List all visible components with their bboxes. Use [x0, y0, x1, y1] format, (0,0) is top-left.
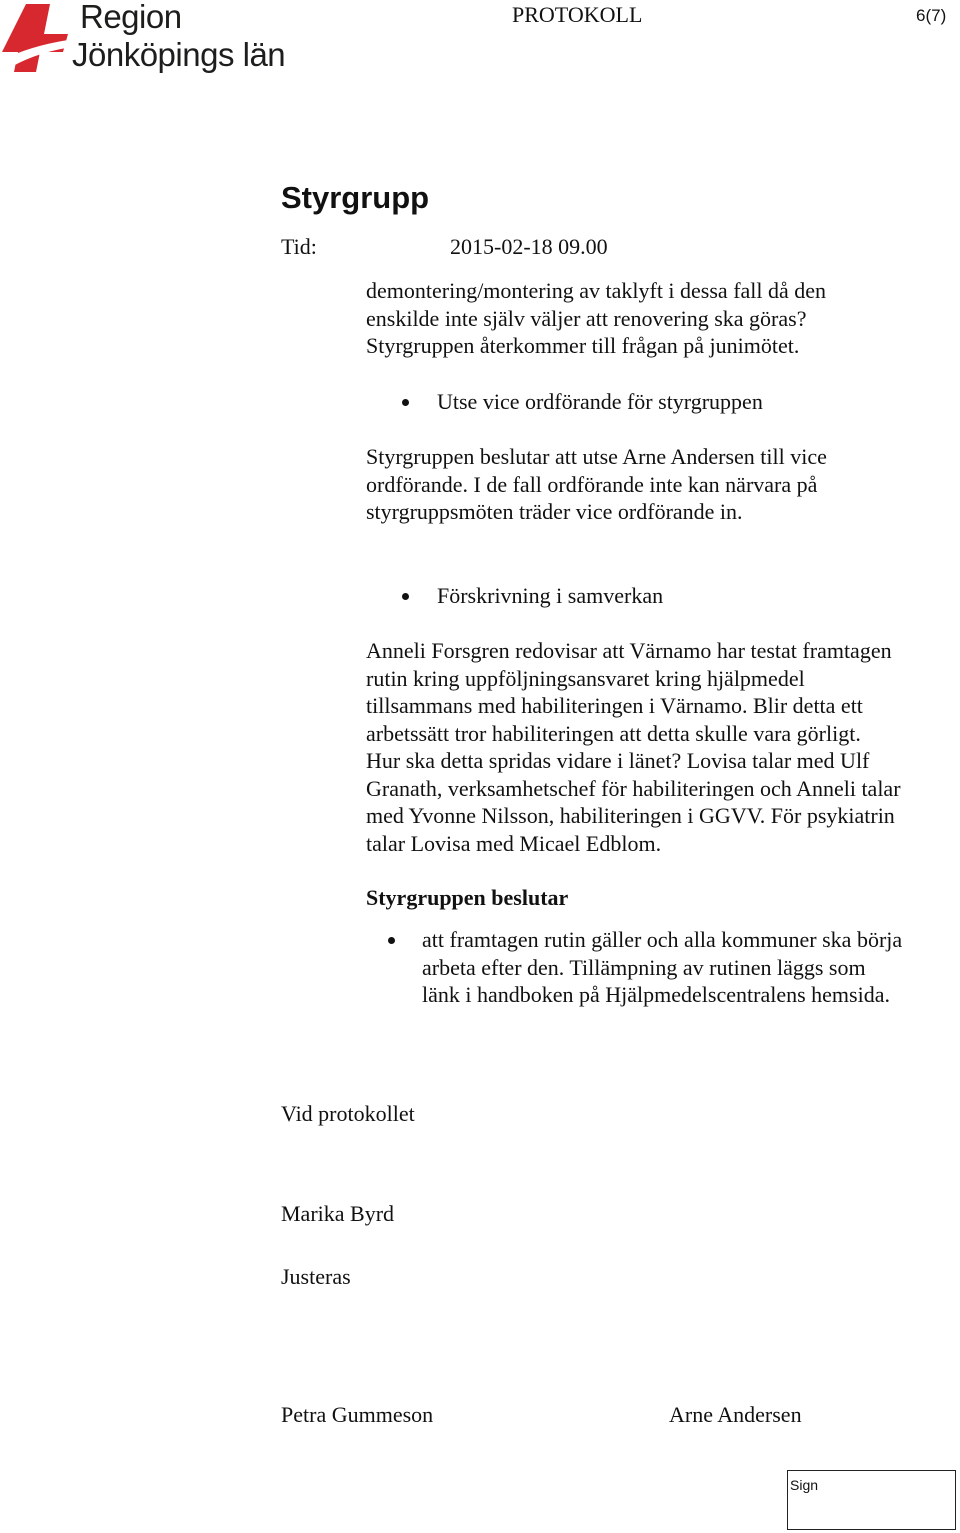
paragraph-line: arbetssätt tror habiliteringen att detta skulle vara görligt. — [366, 720, 861, 746]
item-heading: Förskrivning i samverkan — [437, 583, 664, 608]
bullet-icon — [388, 937, 395, 944]
paragraph-line: demontering/montering av taklyft i dessa fall då den — [366, 278, 827, 303]
decision-text — [422, 926, 957, 1009]
paragraph-line: arbeta efter den. Tillämpning av rutinen läggs som — [422, 954, 866, 980]
paragraph-line: Anneli Forsgren redovisar att Värnamo har testat framtagen — [366, 638, 892, 663]
bullet-icon — [402, 593, 409, 600]
adjuster-name-2: Arne Andersen — [669, 1402, 802, 1427]
sign-box-label: Sign — [790, 1477, 819, 1493]
sign-box — [787, 1470, 956, 1530]
document-type: PROTOKOLL — [512, 2, 643, 27]
recorded-label: Vid protokollet — [281, 1101, 415, 1126]
paragraph-line: styrgruppsmöten träder vice ordförande in. — [366, 499, 743, 524]
secretary-name: Marika Byrd — [281, 1201, 395, 1226]
adjusted-label: Justeras — [281, 1264, 351, 1289]
paragraph-line: Granath, verksamhetschef för habiliteringen och Anneli talar — [366, 775, 901, 801]
item-heading: Utse vice ordförande för styrgruppen — [437, 389, 763, 414]
page-number: 6(7) — [916, 6, 947, 25]
time-value: 2015-02-18 09.00 — [450, 234, 608, 259]
paragraph-line: tillsammans med habiliteringen i Värnamo. Blir detta ett — [366, 693, 863, 718]
decision-heading: Styrgruppen beslutar — [366, 885, 569, 910]
region-logo — [0, 0, 300, 80]
paragraph-line: ordförande. I de fall ordförande inte kan närvara på — [366, 471, 818, 497]
intro-paragraph — [366, 277, 956, 360]
item-paragraph — [366, 443, 956, 526]
paragraph-line: att framtagen rutin gäller och alla kommuner ska börja — [422, 927, 903, 952]
paragraph-line: Styrgruppen beslutar att utse Arne Andersen till vice — [366, 444, 827, 469]
paragraph-line: Hur ska detta spridas vidare i länet? Lovisa talar med Ulf — [366, 748, 870, 773]
time-label: Tid: — [281, 234, 317, 259]
logo-text-line1: Region — [80, 0, 182, 35]
paragraph-line: talar Lovisa med Micael Edblom. — [366, 830, 662, 856]
item-paragraph — [366, 637, 956, 857]
page-title: Styrgrupp — [281, 180, 430, 215]
paragraph-line: med Yvonne Nilsson, habiliteringen i GGVV. För psykiatrin — [366, 803, 895, 828]
bullet-icon — [402, 399, 409, 406]
paragraph-line: Styrgruppen återkommer till frågan på junimötet. — [366, 333, 800, 358]
region-cross-logo-icon — [0, 0, 72, 76]
paragraph-line: rutin kring uppföljningsansvaret kring hjälpmedel — [366, 665, 805, 691]
logo-text-line2: Jönköpings län — [72, 36, 286, 73]
paragraph-line: enskilde inte själv väljer att renovering ska göras? — [366, 305, 807, 331]
paragraph-line: länk i handboken på Hjälpmedelscentralens hemsida. — [422, 982, 890, 1007]
adjuster-name-1: Petra Gummeson — [281, 1402, 434, 1427]
